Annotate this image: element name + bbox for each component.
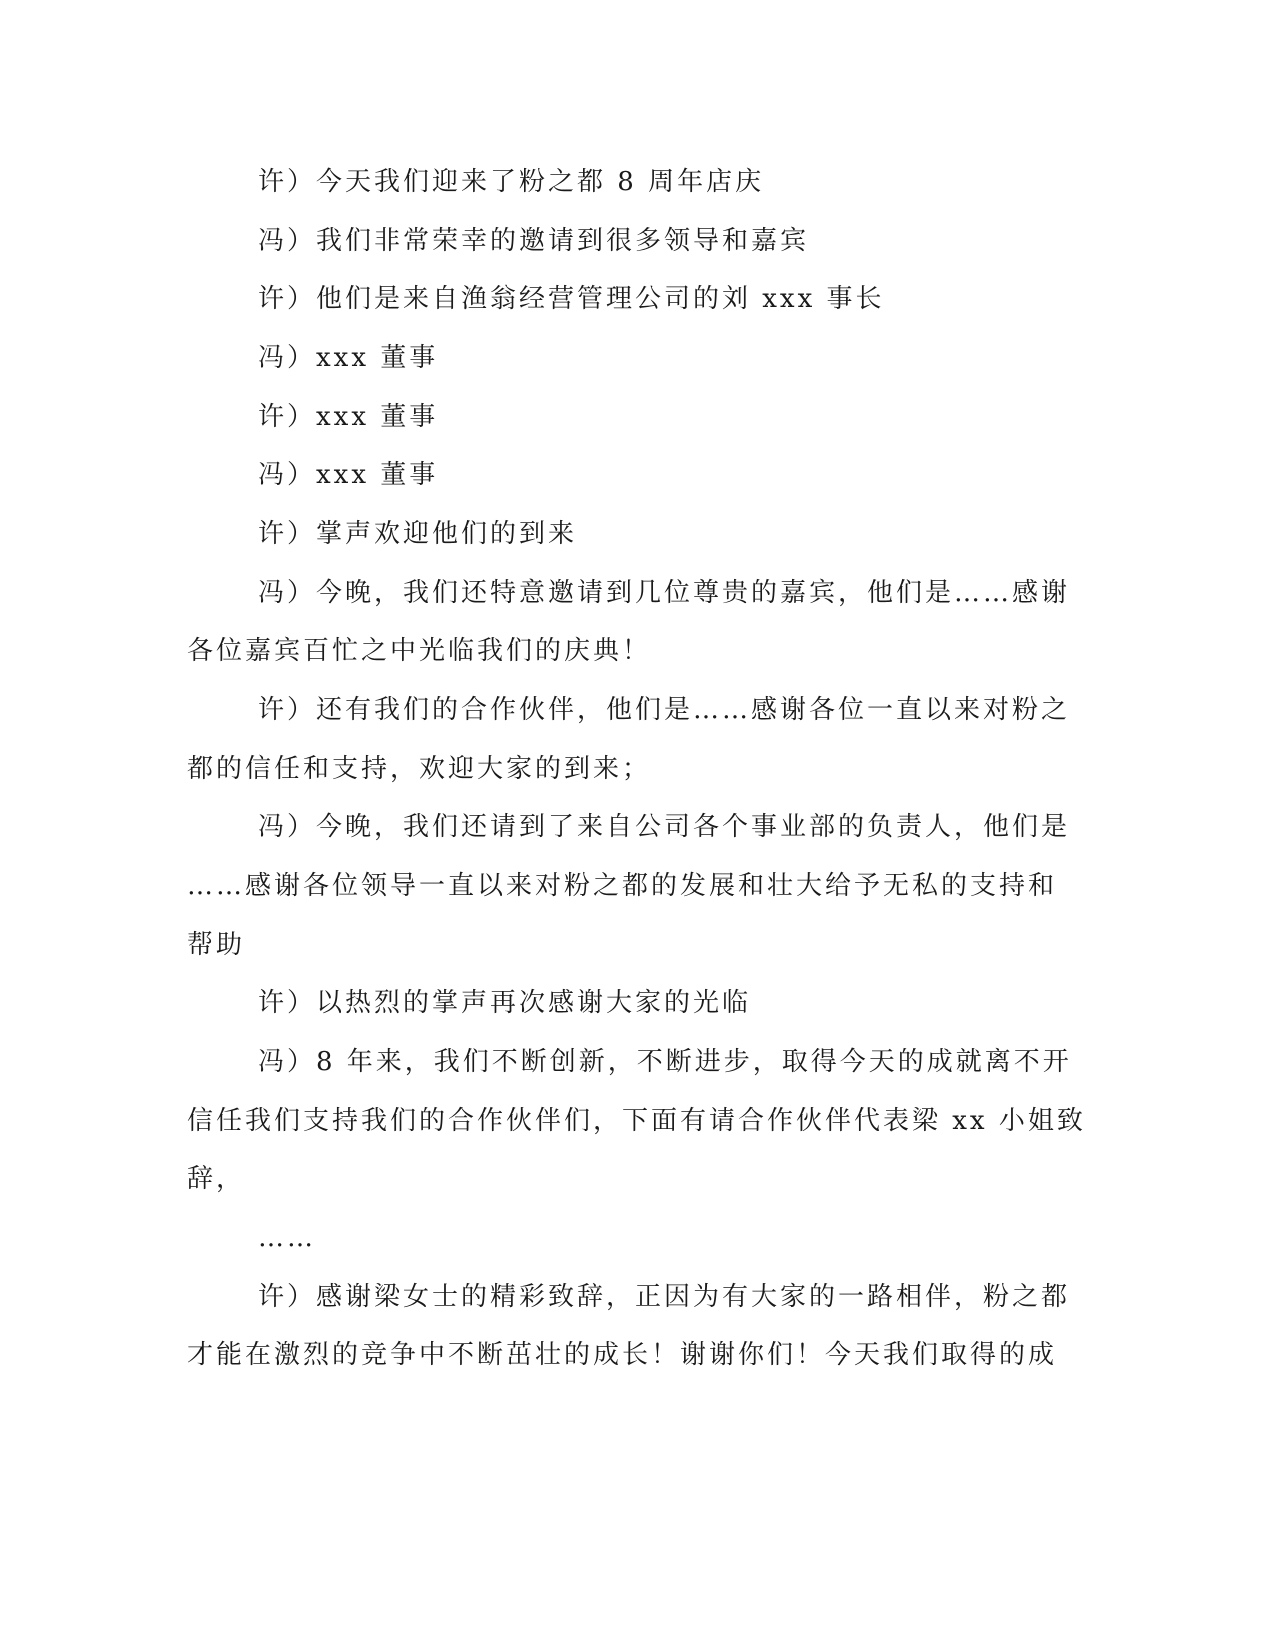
text-line: 许）以热烈的掌声再次感谢大家的光临	[258, 988, 752, 1018]
text-line: 才能在激烈的竞争中不断茁壮的成长！谢谢你们！今天我们取得的成	[187, 1340, 1058, 1370]
text-line: 帮助	[187, 930, 246, 960]
text-line: 冯）今晚，我们还请到了来自公司各个事业部的负责人，他们是	[258, 812, 1071, 842]
text-line: 许）还有我们的合作伙伴，他们是……感谢各位一直以来对粉之	[258, 695, 1071, 725]
text-line: 信任我们支持我们的合作伙伴们，下面有请合作伙伴代表梁 xx 小姐致	[187, 1106, 1086, 1136]
text-line: ……感谢各位领导一直以来对粉之都的发展和壮大给予无私的支持和	[187, 871, 1058, 901]
text-line: 冯）今晚，我们还特意邀请到几位尊贵的嘉宾，他们是……感谢	[258, 578, 1071, 608]
text-line: ……	[258, 1223, 316, 1253]
text-line: 许）感谢梁女士的精彩致辞，正因为有大家的一路相伴，粉之都	[258, 1282, 1071, 1312]
text-line: 各位嘉宾百忙之中光临我们的庆典！	[187, 636, 652, 666]
text-line: 许）掌声欢迎他们的到来	[258, 519, 578, 549]
text-line: 冯）xxx 董事	[258, 343, 439, 373]
text-line: 许）今天我们迎来了粉之都 8 周年店庆	[258, 167, 765, 197]
text-line: 都的信任和支持，欢迎大家的到来；	[187, 754, 652, 784]
text-line: 冯）xxx 董事	[258, 460, 439, 490]
text-line: 许）他们是来自渔翁经营管理公司的刘 xxx 事长	[258, 284, 885, 314]
text-line: 许）xxx 董事	[258, 402, 439, 432]
text-line: 辞，	[187, 1164, 246, 1194]
text-line: 冯）我们非常荣幸的邀请到很多领导和嘉宾	[258, 226, 810, 256]
text-line: 冯）8 年来，我们不断创新，不断进步，取得今天的成就离不开	[258, 1047, 1072, 1077]
